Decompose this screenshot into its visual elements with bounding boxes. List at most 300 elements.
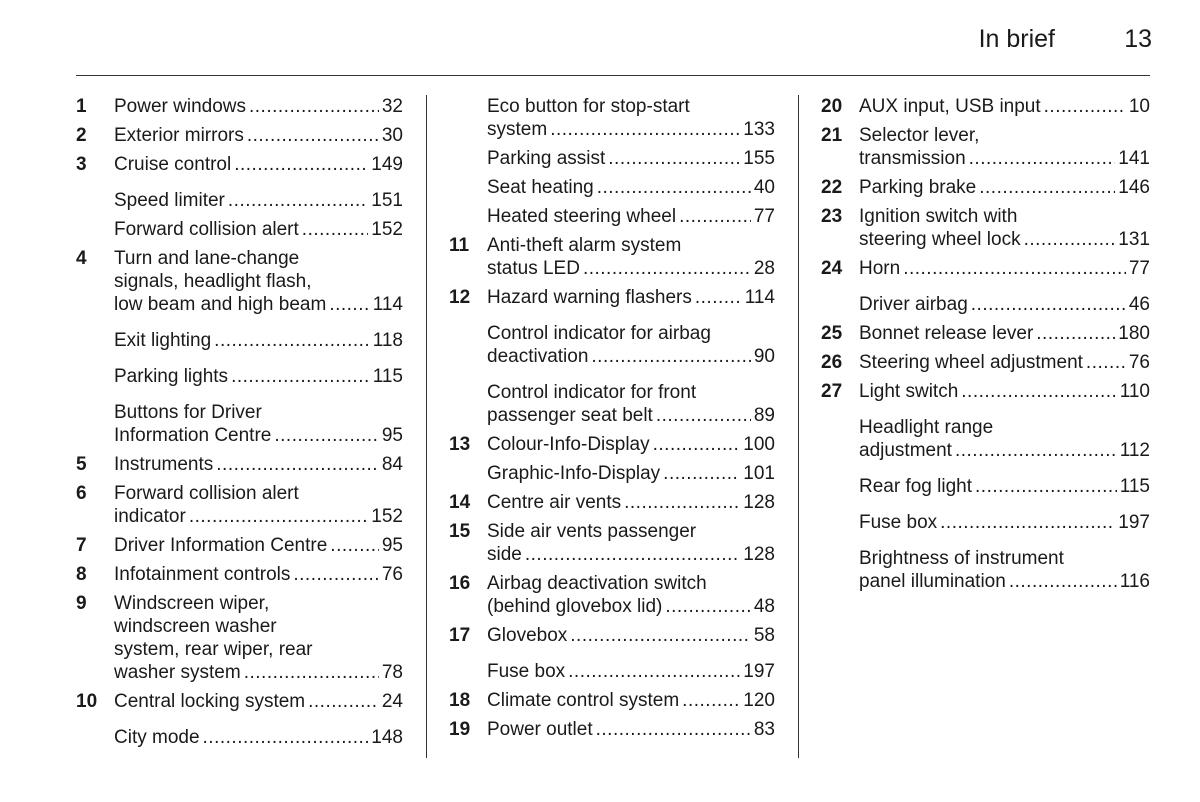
entry-number: 13 [449, 434, 471, 455]
entry-page-reference: 115 [1119, 476, 1150, 497]
entry-page-reference: 110 [1119, 381, 1150, 402]
entry-page-reference: 151 [371, 190, 403, 211]
dot-leader [203, 726, 369, 749]
entry-label: Fuse box [859, 512, 938, 533]
entry-label-row [859, 228, 1150, 251]
entry-page-reference: 128 [743, 492, 775, 513]
entry-label: Horn [859, 258, 901, 279]
entry-label: Centre air vents [487, 492, 622, 513]
index-entry [821, 322, 1150, 345]
entry-label: Driver airbag [859, 294, 968, 315]
entry-text-line: Side air vents passenger [487, 521, 697, 542]
entry-label-row [487, 118, 775, 141]
entry-label-row [114, 189, 403, 212]
entry-text [114, 726, 403, 749]
dot-leader [308, 690, 379, 713]
entry-label-row [114, 563, 403, 586]
entry-label: washer system [114, 662, 241, 683]
dot-leader [624, 491, 740, 514]
entry-label-row [487, 176, 775, 199]
entry-text [114, 690, 403, 713]
entry-label: transmission [859, 148, 966, 169]
entry-label-row [487, 689, 775, 712]
header-divider [76, 75, 1150, 76]
entry-text [487, 689, 775, 712]
entry-number: 20 [821, 96, 843, 117]
dot-leader [216, 453, 379, 476]
entry-page-reference: 10 [1128, 96, 1150, 117]
index-entry [76, 124, 403, 147]
entry-page-reference: 95 [381, 535, 403, 556]
entry-text [114, 189, 403, 212]
entry-label-row [114, 293, 403, 316]
entry-number [821, 416, 859, 462]
entry-label-row [859, 439, 1150, 462]
index-entry [76, 247, 403, 316]
entry-label: Colour-Info-Display [487, 434, 650, 455]
entry-text [859, 124, 1150, 170]
entry-label: Power windows [114, 96, 246, 117]
entry-label-row [114, 365, 403, 388]
entry-number [76, 329, 114, 352]
entry-text [487, 718, 775, 741]
dot-leader [249, 95, 379, 118]
entry-text-line: Headlight range [859, 417, 994, 438]
dot-leader [591, 345, 750, 368]
dot-leader [695, 286, 742, 309]
entry-label-row [114, 218, 403, 241]
entry-page-reference: 77 [1128, 258, 1150, 279]
entry-text [114, 153, 403, 176]
entry-label: Central locking system [114, 691, 306, 712]
column-divider-1 [426, 95, 427, 758]
entry-number [821, 511, 859, 534]
entry-text-line: Brightness of instrument [859, 548, 1064, 569]
entry-label: low beam and high beam [114, 294, 327, 315]
entry-number: 7 [76, 535, 87, 556]
entry-page-reference: 180 [1118, 323, 1150, 344]
entry-number: 5 [76, 454, 87, 475]
index-entry [449, 147, 775, 170]
entry-label-row [487, 345, 775, 368]
dot-leader [1044, 95, 1126, 118]
entry-page-reference: 30 [381, 125, 403, 146]
entry-label-row [487, 147, 775, 170]
dot-leader [608, 147, 740, 170]
index-entry [76, 329, 403, 352]
entry-number [76, 365, 114, 388]
entry-page-reference: 40 [753, 177, 775, 198]
entry-text-line: Buttons for Driver [114, 402, 262, 423]
entry-label-row [859, 475, 1150, 498]
entry-text [114, 592, 403, 684]
dot-leader [979, 176, 1115, 199]
index-column-3 [821, 95, 1150, 593]
entry-page-reference: 115 [372, 366, 403, 387]
index-entry [449, 381, 775, 427]
index-entry [76, 563, 403, 586]
entry-page-reference: 24 [381, 691, 403, 712]
dot-leader [955, 439, 1117, 462]
entry-label: Information Centre [114, 425, 272, 446]
entry-label: status LED [487, 258, 580, 279]
entry-label: Parking brake [859, 177, 977, 198]
entry-number: 14 [449, 492, 471, 513]
entry-label-row [114, 453, 403, 476]
entry-label: Parking assist [487, 148, 606, 169]
entry-label: Steering wheel adjustment [859, 352, 1083, 373]
entry-number: 17 [449, 625, 471, 646]
entry-page-reference: 112 [1119, 440, 1150, 461]
entry-label: Bonnet release lever [859, 323, 1034, 344]
entry-page-reference: 148 [371, 727, 403, 748]
entry-label-row [114, 690, 403, 713]
entry-page-reference: 58 [753, 625, 775, 646]
entry-number: 3 [76, 154, 87, 175]
entry-text [487, 147, 775, 170]
entry-text [114, 329, 403, 352]
entry-number: 8 [76, 564, 87, 585]
entry-label: adjustment [859, 440, 952, 461]
entry-text [487, 624, 775, 647]
entry-label: Speed limiter [114, 190, 225, 211]
index-column-2 [449, 95, 775, 741]
entry-page-reference: 118 [372, 330, 403, 351]
entry-page-reference: 155 [743, 148, 775, 169]
entry-number: 27 [821, 381, 843, 402]
dot-leader [1024, 228, 1116, 251]
entry-page-reference: 120 [743, 690, 775, 711]
entry-label-row [859, 176, 1150, 199]
entry-page-reference: 141 [1118, 148, 1150, 169]
entry-label-row [114, 424, 403, 447]
index-entry [449, 491, 775, 514]
entry-label-row [859, 257, 1150, 280]
entry-text [487, 462, 775, 485]
index-entry [821, 547, 1150, 593]
entry-text-line: Eco button for stop-start [487, 96, 690, 117]
entry-number: 18 [449, 690, 471, 711]
index-entry [76, 401, 403, 447]
entry-number: 19 [449, 719, 471, 740]
entry-page-reference: 114 [744, 287, 775, 308]
entry-text [487, 572, 775, 618]
dot-leader [1036, 322, 1115, 345]
entry-number: 15 [449, 521, 471, 542]
dot-leader [214, 329, 370, 352]
entry-page-reference: 149 [371, 154, 403, 175]
entry-text [859, 95, 1150, 118]
entry-label: Instruments [114, 454, 214, 475]
entry-page-reference: 76 [1128, 352, 1150, 373]
page-number: 13 [1124, 25, 1152, 53]
entry-text [859, 380, 1150, 403]
index-entry [821, 380, 1150, 403]
entry-label-row [114, 661, 403, 684]
entry-label-row [114, 726, 403, 749]
dot-leader [231, 365, 370, 388]
index-entry [449, 176, 775, 199]
entry-text [114, 124, 403, 147]
dot-leader [274, 424, 379, 447]
entry-text-line: Control indicator for airbag [487, 323, 711, 344]
entry-text-line: signals, headlight flash, [114, 271, 312, 292]
entry-label-row [859, 322, 1150, 345]
dot-leader [682, 689, 740, 712]
entry-label: side [487, 544, 522, 565]
entry-number: 10 [76, 691, 98, 712]
entry-text [859, 511, 1150, 534]
entry-label: indicator [114, 506, 186, 527]
entry-label: (behind glovebox lid) [487, 596, 663, 617]
entry-text [859, 322, 1150, 345]
section-title: In brief [978, 25, 1055, 53]
entry-text [114, 247, 403, 316]
index-entry [76, 482, 403, 528]
entry-label: Hazard warning flashers [487, 287, 692, 308]
entry-label: Graphic-Info-Display [487, 463, 661, 484]
entry-text-line: Ignition switch with [859, 206, 1018, 227]
dot-leader [975, 475, 1117, 498]
entry-text-line: Windscreen wiper, [114, 593, 270, 614]
index-entry [449, 322, 775, 368]
index-entry [821, 176, 1150, 199]
entry-text [487, 520, 775, 566]
index-entry [821, 95, 1150, 118]
index-entry [449, 689, 775, 712]
entry-label: Light switch [859, 381, 959, 402]
entry-text [114, 401, 403, 447]
entry-label-row [487, 462, 775, 485]
entry-label-row [114, 153, 403, 176]
entry-page-reference: 116 [1119, 571, 1150, 592]
entry-page-reference: 197 [743, 661, 775, 682]
entry-text [859, 416, 1150, 462]
index-entry [449, 718, 775, 741]
index-entry [449, 572, 775, 618]
entry-number [449, 147, 487, 170]
dot-leader [228, 189, 368, 212]
entry-text [487, 286, 775, 309]
entry-number [76, 189, 114, 212]
index-entry [821, 511, 1150, 534]
dot-leader [583, 257, 751, 280]
entry-label: Cruise control [114, 154, 232, 175]
entry-label: Seat heating [487, 177, 594, 198]
entry-label-row [114, 534, 403, 557]
entry-label-row [114, 124, 403, 147]
entry-page-reference: 48 [753, 596, 775, 617]
index-entry [449, 462, 775, 485]
entry-label: City mode [114, 727, 200, 748]
entry-text [114, 534, 403, 557]
entry-number: 2 [76, 125, 87, 146]
entry-label-row [859, 95, 1150, 118]
entry-page-reference: 131 [1118, 229, 1150, 250]
entry-number [449, 462, 487, 485]
index-entry [821, 257, 1150, 280]
entry-label: Climate control system [487, 690, 680, 711]
entry-number: 25 [821, 323, 843, 344]
entry-number [821, 293, 859, 316]
entry-text [487, 491, 775, 514]
dot-leader [656, 404, 751, 427]
entry-number [76, 218, 114, 241]
entry-label-row [487, 491, 775, 514]
entry-label-row [487, 433, 775, 456]
entry-number [76, 726, 114, 749]
entry-label-row [487, 660, 775, 683]
dot-leader [940, 511, 1115, 534]
entry-label-row [859, 511, 1150, 534]
entry-text [859, 475, 1150, 498]
entry-page-reference: 28 [753, 258, 775, 279]
index-entry [76, 189, 403, 212]
dot-leader [293, 563, 378, 586]
entry-label: Glovebox [487, 625, 568, 646]
entry-number: 6 [76, 483, 87, 504]
entry-label: Exterior mirrors [114, 125, 244, 146]
entry-text [487, 95, 775, 141]
entry-text-line: Anti-theft alarm system [487, 235, 682, 256]
entry-page-reference: 83 [753, 719, 775, 740]
entry-label: passenger seat belt [487, 405, 653, 426]
entry-text [487, 381, 775, 427]
index-entry [821, 124, 1150, 170]
index-entry [821, 475, 1150, 498]
dot-leader [969, 147, 1116, 170]
entry-text [859, 293, 1150, 316]
entry-label: Forward collision alert [114, 219, 299, 240]
dot-leader [244, 661, 379, 684]
entry-page-reference: 32 [381, 96, 403, 117]
index-entry [449, 624, 775, 647]
index-entry [76, 153, 403, 176]
entry-label-row [487, 257, 775, 280]
dot-leader [247, 124, 379, 147]
index-entry [821, 351, 1150, 374]
entry-text [114, 563, 403, 586]
entry-text [859, 176, 1150, 199]
entry-page-reference: 133 [743, 119, 775, 140]
dot-leader [961, 380, 1116, 403]
dot-leader [903, 257, 1126, 280]
index-entry [76, 690, 403, 713]
entry-label-row [859, 293, 1150, 316]
dot-leader [597, 176, 751, 199]
index-entry [449, 286, 775, 309]
entry-text-line: Control indicator for front [487, 382, 697, 403]
entry-number: 1 [76, 96, 87, 117]
entry-text-line: Turn and lane-change [114, 248, 300, 269]
index-entry [449, 205, 775, 228]
entry-label-row [859, 570, 1150, 593]
entry-page-reference: 101 [743, 463, 775, 484]
entry-text [114, 95, 403, 118]
entry-number: 12 [449, 287, 471, 308]
index-entry [76, 95, 403, 118]
entry-page-reference: 197 [1118, 512, 1150, 533]
dot-leader [329, 293, 369, 316]
entry-number: 26 [821, 352, 843, 373]
entry-page-reference: 84 [381, 454, 403, 475]
entry-text-line: Selector lever, [859, 125, 980, 146]
entry-page-reference: 89 [753, 405, 775, 426]
index-entry [449, 660, 775, 683]
entry-number [449, 322, 487, 368]
entry-text [114, 365, 403, 388]
entry-label-row [859, 380, 1150, 403]
entry-label: steering wheel lock [859, 229, 1021, 250]
dot-leader [663, 462, 740, 485]
entry-text [487, 660, 775, 683]
index-entry [76, 726, 403, 749]
entry-number [449, 381, 487, 427]
entry-text [859, 547, 1150, 593]
index-entry [449, 520, 775, 566]
entry-label: Heated steering wheel [487, 206, 677, 227]
entry-text-line: system, rear wiper, rear [114, 639, 313, 660]
entry-page-reference: 114 [372, 294, 403, 315]
entry-label: deactivation [487, 346, 589, 367]
entry-text-line: Forward collision alert [114, 483, 299, 504]
dot-leader [665, 595, 751, 618]
entry-text [487, 433, 775, 456]
index-entry [449, 95, 775, 141]
entry-label-row [487, 543, 775, 566]
entry-text [859, 205, 1150, 251]
index-entry [76, 453, 403, 476]
entry-label-row [487, 595, 775, 618]
entry-label-row [487, 624, 775, 647]
entry-page-reference: 78 [381, 662, 403, 683]
entry-text [487, 234, 775, 280]
entry-page-reference: 90 [753, 346, 775, 367]
entry-page-reference: 100 [743, 434, 775, 455]
entry-label: AUX input, USB input [859, 96, 1041, 117]
dot-leader [330, 534, 379, 557]
dot-leader [189, 505, 368, 528]
entry-number [821, 547, 859, 593]
index-entry [449, 433, 775, 456]
entry-page-reference: 146 [1118, 177, 1150, 198]
entry-label-row [487, 205, 775, 228]
entry-text [859, 351, 1150, 374]
entry-number: 9 [76, 593, 87, 614]
entry-number [821, 475, 859, 498]
entry-page-reference: 77 [753, 206, 775, 227]
dot-leader [570, 624, 751, 647]
entry-text [487, 322, 775, 368]
entry-label: panel illumination [859, 571, 1006, 592]
dot-leader [1009, 570, 1117, 593]
entry-number: 24 [821, 258, 843, 279]
entry-label-row [859, 351, 1150, 374]
entry-page-reference: 46 [1128, 294, 1150, 315]
entry-text [114, 482, 403, 528]
entry-text [859, 257, 1150, 280]
dot-leader [596, 718, 751, 741]
dot-leader [525, 543, 740, 566]
dot-leader [679, 205, 751, 228]
entry-label-row [114, 95, 403, 118]
entry-label-row [859, 147, 1150, 170]
entry-text [487, 176, 775, 199]
entry-label: Rear fog light [859, 476, 973, 497]
dot-leader [568, 660, 740, 683]
entry-label-row [487, 286, 775, 309]
dot-leader [653, 433, 741, 456]
